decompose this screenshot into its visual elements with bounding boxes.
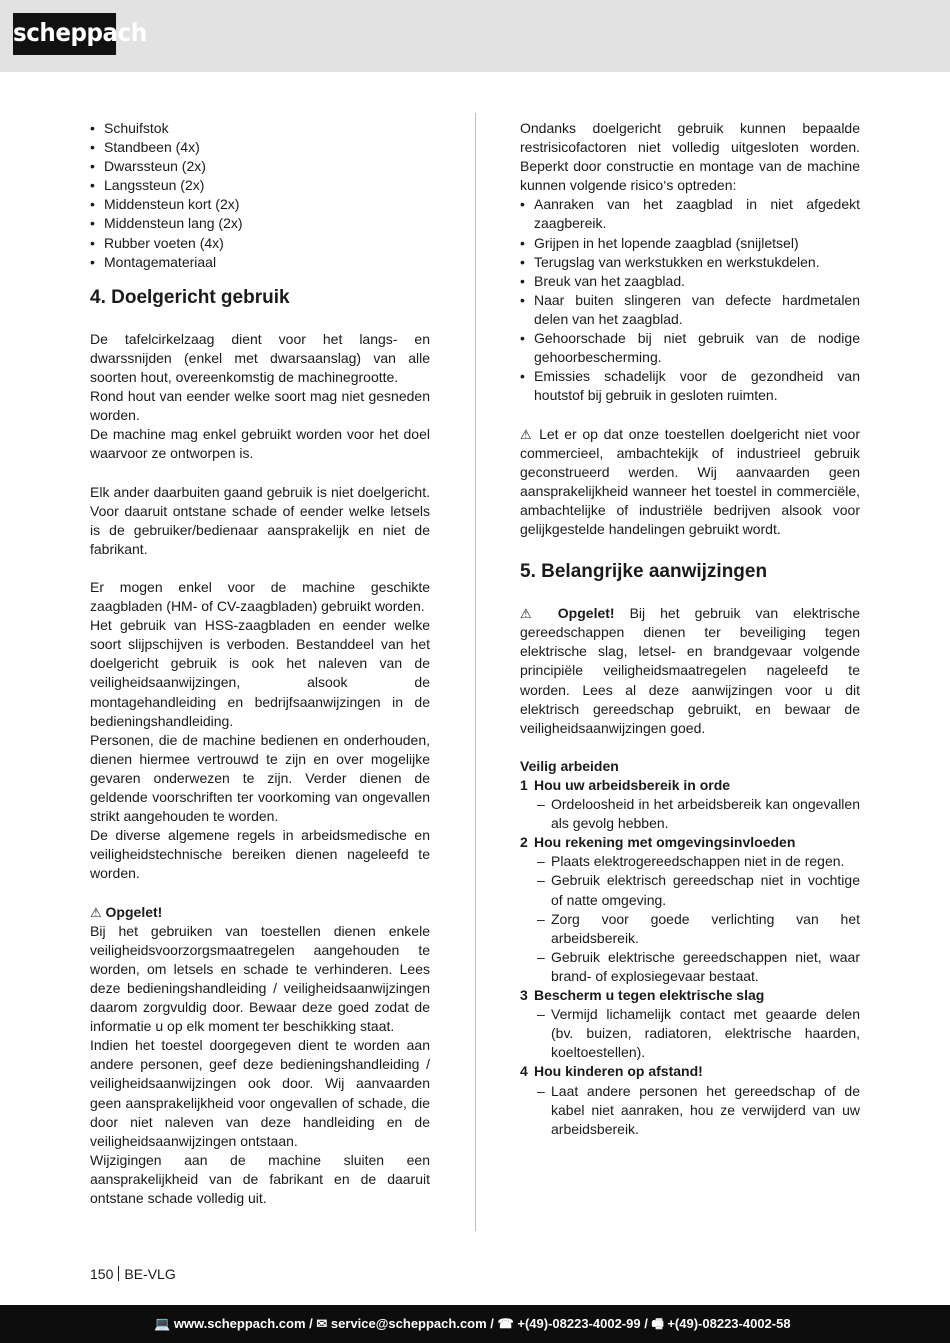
dash-list-item: – Gebruik elektrisch gereedschap niet in vochtige of natte omgeving.	[520, 871, 860, 909]
paragraph: Ondanks doelgericht gebruik kunnen bepaalde restrisicofactoren niet volledig uitgesloten worden. Beperkt door constructie en montage van de machine kunnen volgende risico‘s optreden:	[520, 120, 860, 194]
column-divider	[475, 113, 476, 1231]
paragraph: Indien het toestel doorgegeven dient te worden aan andere personen, geef deze bedieningshandleiding / veiligheidsaanwijzingen ook door. Wij aanvaarden geen aansprakelijkheid voor ongevallen of schade, die door niet naleven van deze handleiding en de veiligheidsaanwijzingen ontstaan.	[90, 1037, 430, 1149]
risk-list-item: • Emissies schadelijk voor de gezondheid van houtstof bij gebruik in gesloten ruimten.	[520, 367, 860, 405]
paragraph: De diverse algemene regels in arbeidsmedische en veiligheidstechnische bereiken dienen nageleefd te worden.	[90, 827, 430, 882]
website-link[interactable]: www.scheppach.com	[173, 1316, 306, 1331]
parts-list-item: • Middensteun lang (2x)	[90, 214, 430, 233]
paragraph: Wijzigingen aan de machine sluiten een aansprakelijkheid van de fabrikant en de daaruit ontstane schade volledig uit.	[90, 1151, 430, 1206]
paragraph: Rond hout van eender welke soort mag niet gesneden worden.	[90, 388, 430, 424]
parts-list-item: • Schuifstok	[90, 119, 430, 138]
dash-list-item: – Plaats elektrogereedschappen niet in de regen.	[520, 852, 860, 871]
subsection-heading: 3 Bescherm u tegen elektrische slag	[520, 987, 765, 1004]
paragraph: Personen, die de machine bedienen en onderhouden, dienen hiermee vertrouwd te zijn en over mogelijke gevaren onderwezen te zijn. Verder dienen de geldende voorschriften ter voorkoming van ongevallen strikt aangehouden te worden.	[90, 731, 430, 825]
risk-list-item: • Aanraken van het zaagblad in niet afgedekt zaagbereik.	[520, 195, 860, 233]
parts-list-item: • Dwarssteun (2x)	[90, 157, 430, 176]
warning-icon: ⚠	[520, 426, 534, 442]
subsection-heading: 1 Hou uw arbeidsbereik in orde	[520, 777, 731, 793]
dash-list	[520, 1082, 860, 1139]
paragraph: Bij het gebruiken van toestellen dienen enkele veiligheidsvoorzorgsmaatregelen aangehouden te worden, om letsels en schade te verhinderen. Lees deze bedieningshandleiding / veiligheidsaanwijzingen daarom zorgvuldig door. Bewaar deze goed zodat de informatie u op elk moment ter beschikking staat.	[90, 922, 430, 1035]
dash-list-item: – Laat andere personen het gereedschap of de kabel niet aanraken, hou ze verwijderd van uw arbeidsbereik.	[520, 1082, 860, 1139]
parts-list-item: • Rubber voeten (4x)	[90, 234, 430, 253]
parts-list-item: • Langssteun (2x)	[90, 176, 430, 195]
risk-list-item: • Gehoorschade bij niet gebruik van de nodige gehoorbescherming.	[520, 329, 860, 367]
mail-icon: ✉	[316, 1316, 328, 1331]
paragraph: Het gebruik van HSS-zaagbladen en eender welke soort slijpschijven is verboden. Bestanddeel van het doelgericht gebruik is ook het naleven van de veiligheidsaanwijzingen, alsook de montagehandleiding en bedrijfsaanwijzingen in de bedieningshandleiding.	[90, 617, 430, 729]
right-column	[520, 119, 860, 1139]
section-5-heading: 5. Belangrijke aanwijzingen	[520, 561, 768, 583]
risk-list-item: • Grijpen in het lopende zaagblad (snijletsel)	[520, 234, 860, 253]
warning-icon: ⚠	[520, 606, 543, 622]
warning-icon: ⚠	[90, 904, 102, 920]
parts-list-item: • Standbeen (4x)	[90, 138, 430, 157]
fax-number: +(49)-08223-4002-58	[667, 1316, 791, 1331]
parts-list-item: • Middensteun kort (2x)	[90, 195, 430, 214]
phone-icon: ☎	[497, 1316, 514, 1331]
risk-list	[520, 195, 860, 405]
dash-list-item: – Gebruik elektrische gereedschappen niet, waar brand- of explosiegevaar bestaat.	[520, 948, 860, 986]
section-4-heading: 4. Doelgericht gebruik	[90, 286, 290, 308]
risk-list-item: • Terugslag van werkstukken en werkstukdelen.	[520, 253, 860, 272]
page-number: 150 BE-VLG	[90, 1266, 176, 1282]
risk-list-item: • Naar buiten slingeren van defecte hardmetalen delen van het zaagblad.	[520, 291, 860, 329]
paragraph: Elk ander daarbuiten gaand gebruik is niet doelgericht. Voor daaruit ontstane schade of eender welke letsels is de gebruiker/bedienaar aansprakelijk en niet de fabrikant.	[90, 483, 430, 557]
risk-list-item: • Breuk van het zaagblad.	[520, 272, 860, 291]
dash-list	[520, 795, 860, 833]
fax-icon: 🖷	[651, 1316, 664, 1331]
dash-list-item: – Zorg voor goede verlichting van het arbeidsbereik.	[520, 910, 860, 948]
paragraph: De machine mag enkel gebruikt worden voor het doel waarvoor ze ontworpen is.	[90, 426, 430, 462]
page-header	[0, 0, 950, 72]
left-column	[90, 119, 430, 1208]
phone-number: +(49)-08223-4002-99	[517, 1316, 641, 1331]
paragraph: ⚠ Let er op dat onze toestellen doelgericht niet voor commercieel, ambachtekijk of industrieel gebruik geconstrueerd werden. Wij aanvaarden geen aansprakelijkheid wanneer het toestel in commerciële, ambachtelijke of industriële bedrijven alsook voor gelijkgestelde handelingen gebruikt wordt.	[520, 425, 860, 537]
brand-logo: scheppach	[13, 13, 116, 55]
computer-icon: 💻	[154, 1316, 171, 1331]
dash-list-item: – Vermijd lichamelijk contact met geaarde delen (bv. buizen, radiatoren, elektrische haarden, koeltoestellen).	[520, 1005, 860, 1062]
email-link[interactable]: service@scheppach.com	[330, 1316, 487, 1331]
dash-list	[520, 852, 860, 986]
parts-list-item: • Montagemateriaal	[90, 253, 430, 272]
subsection-heading: 2 Hou rekening met omgevingsinvloeden	[520, 834, 796, 851]
paragraph: De tafelcirkelzaag dient voor het langs- en dwarssnijden (enkel met dwarsaanslag) van alle soorten hout, overeenkomstig de machinegrootte.	[90, 330, 430, 385]
parts-list	[90, 119, 430, 272]
dash-list	[520, 1005, 860, 1062]
safe-working-heading: Veilig arbeiden	[520, 757, 619, 774]
paragraph: Er mogen enkel voor de machine geschikte zaagbladen (HM- of CV-zaagbladen) gebruikt worden.	[90, 578, 430, 615]
dash-list-item: – Ordeloosheid in het arbeidsbereik kan ongevallen als gevolg hebben.	[520, 795, 860, 833]
page-footer: 💻 www.scheppach.com / ✉ service@scheppach.com / ☎ +(49)-08223-4002-99 / 🖷 +(49)-08223-4002-58	[0, 1305, 950, 1343]
subsection-heading: 4 Hou kinderen op afstand!	[520, 1063, 703, 1080]
paragraph: ⚠ Opgelet! Bij het gebruik van elektrische gereedschappen dienen ter beveiliging tegen elektrische slag, letsel- en brandgevaar volgende principiële veiligheidsmaatregelen nageleefd te worden. Lees al deze aanwijzingen voor u dit elektrisch gereedschap gebruikt, en bewaar de veiligheidsaanwijzingen goed.	[520, 605, 861, 736]
caution-heading: ⚠ Opgelet!	[90, 903, 163, 920]
